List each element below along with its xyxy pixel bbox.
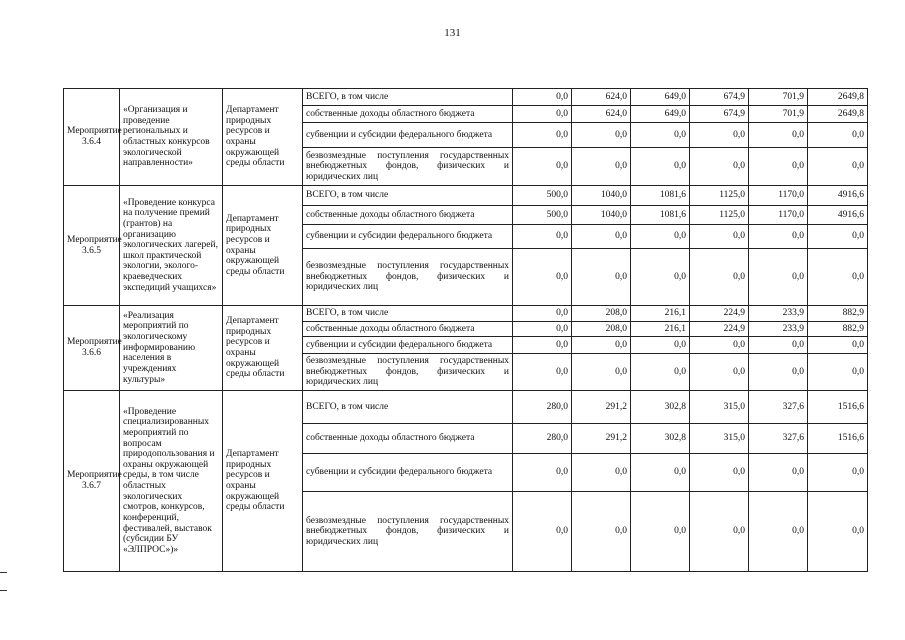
amount-year: 0,0	[572, 148, 631, 186]
amount-year: 0,0	[690, 354, 749, 391]
funding-source: собственные доходы областного бюджета	[303, 206, 513, 225]
crop-mark	[0, 572, 7, 573]
amount-year: 0,0	[631, 354, 690, 391]
amount-year: 624,0	[572, 89, 631, 106]
amount-year: 0,0	[572, 225, 631, 249]
amount-year: 701,9	[749, 106, 808, 123]
amount-year: 302,8	[631, 424, 690, 454]
amount-year: 233,9	[749, 306, 808, 322]
funding-source: безвозмездные поступления государственных внебюджетных фондов, физических и юридических лиц	[303, 492, 513, 572]
amount-year: 0,0	[513, 337, 572, 354]
amount-year: 0,0	[513, 354, 572, 391]
amount-year: 327,6	[749, 391, 808, 424]
amount-year: 327,6	[749, 424, 808, 454]
amount-year: 0,0	[631, 492, 690, 572]
amount-total: 0,0	[808, 249, 868, 306]
amount-year: 0,0	[513, 306, 572, 322]
amount-year: 649,0	[631, 89, 690, 106]
table-row	[64, 186, 868, 206]
amount-year: 302,8	[631, 391, 690, 424]
amount-year: 0,0	[572, 337, 631, 354]
amount-year: 0,0	[572, 123, 631, 148]
amount-year: 1170,0	[749, 206, 808, 225]
amount-total: 882,9	[808, 322, 868, 337]
amount-year: 280,0	[513, 424, 572, 454]
amount-year: 0,0	[572, 249, 631, 306]
event-department: Департамент природных ресурсов и охраны окружающей среды области	[223, 306, 303, 391]
amount-year: 208,0	[572, 306, 631, 322]
amount-year: 0,0	[631, 123, 690, 148]
page-number: 131	[444, 27, 461, 39]
funding-source: собственные доходы областного бюджета	[303, 106, 513, 123]
table-row	[64, 89, 868, 106]
amount-total: 4916,6	[808, 186, 868, 206]
amount-year: 0,0	[690, 454, 749, 492]
amount-total: 0,0	[808, 337, 868, 354]
amount-year: 0,0	[513, 89, 572, 106]
table-row	[64, 306, 868, 322]
crop-mark	[0, 590, 7, 591]
amount-year: 0,0	[749, 123, 808, 148]
amount-year: 0,0	[690, 148, 749, 186]
amount-year: 0,0	[513, 322, 572, 337]
amount-year: 624,0	[572, 106, 631, 123]
funding-source: ВСЕГО, в том числе	[303, 186, 513, 206]
funding-source: ВСЕГО, в том числе	[303, 306, 513, 322]
amount-year: 0,0	[690, 337, 749, 354]
amount-year: 0,0	[749, 337, 808, 354]
amount-year: 0,0	[690, 225, 749, 249]
amount-year: 0,0	[690, 123, 749, 148]
amount-year: 315,0	[690, 391, 749, 424]
amount-year: 233,9	[749, 322, 808, 337]
amount-year: 216,1	[631, 322, 690, 337]
amount-year: 649,0	[631, 106, 690, 123]
amount-total: 882,9	[808, 306, 868, 322]
amount-year: 315,0	[690, 424, 749, 454]
event-name: «Проведение специализированных мероприятий по вопросам природопользования и охраны окружающей среды, в том числе областных экологических смотров, конкурсов, конференций, фестивалей, выставок (субсидии БУ «ЭЛПРОС»)»	[120, 391, 223, 572]
event-department: Департамент природных ресурсов и охраны окружающей среды области	[223, 391, 303, 572]
event-label: Мероприятие 3.6.4	[64, 89, 120, 186]
amount-total: 0,0	[808, 225, 868, 249]
amount-year: 1040,0	[572, 186, 631, 206]
amount-year: 224,9	[690, 322, 749, 337]
amount-year: 0,0	[631, 454, 690, 492]
event-department: Департамент природных ресурсов и охраны окружающей среды области	[223, 89, 303, 186]
amount-year: 0,0	[631, 148, 690, 186]
event-name: «Организация и проведение региональных и областных конкурсов экологической направленности»	[120, 89, 223, 186]
event-department: Департамент природных ресурсов и охраны окружающей среды области	[223, 186, 303, 306]
amount-year: 500,0	[513, 186, 572, 206]
event-label: Мероприятие 3.6.5	[64, 186, 120, 306]
amount-year: 0,0	[749, 225, 808, 249]
amount-total: 0,0	[808, 123, 868, 148]
amount-year: 1125,0	[690, 186, 749, 206]
amount-year: 0,0	[513, 249, 572, 306]
amount-year: 0,0	[572, 354, 631, 391]
amount-total: 1516,6	[808, 391, 868, 424]
funding-source: субвенции и субсидии федерального бюджета	[303, 123, 513, 148]
funding-source: безвозмездные поступления государственных внебюджетных фондов, физических и юридических лиц	[303, 354, 513, 391]
amount-year: 291,2	[572, 424, 631, 454]
amount-year: 0,0	[513, 106, 572, 123]
amount-year: 0,0	[690, 249, 749, 306]
table-row	[64, 391, 868, 424]
amount-year: 0,0	[513, 123, 572, 148]
amount-year: 1125,0	[690, 206, 749, 225]
event-name: «Проведение конкурса на получение премий (грантов) на организацию экологических лагерей, школ практической экологии, эколого-краеведческих экспедиций учащихся»	[120, 186, 223, 306]
amount-year: 1081,6	[631, 206, 690, 225]
amount-year: 674,9	[690, 106, 749, 123]
funding-source: собственные доходы областного бюджета	[303, 424, 513, 454]
budget-table-body	[64, 89, 868, 572]
amount-year: 0,0	[690, 492, 749, 572]
amount-year: 224,9	[690, 306, 749, 322]
amount-total: 0,0	[808, 454, 868, 492]
amount-year: 0,0	[513, 225, 572, 249]
funding-source: субвенции и субсидии федерального бюджета	[303, 454, 513, 492]
amount-year: 1040,0	[572, 206, 631, 225]
amount-year: 0,0	[749, 454, 808, 492]
amount-total: 0,0	[808, 354, 868, 391]
amount-year: 1081,6	[631, 186, 690, 206]
amount-year: 0,0	[572, 492, 631, 572]
amount-year: 674,9	[690, 89, 749, 106]
amount-year: 1170,0	[749, 186, 808, 206]
budget-table	[63, 88, 868, 572]
amount-year: 208,0	[572, 322, 631, 337]
amount-year: 500,0	[513, 206, 572, 225]
amount-total: 4916,6	[808, 206, 868, 225]
funding-source: собственные доходы областного бюджета	[303, 322, 513, 337]
amount-year: 216,1	[631, 306, 690, 322]
amount-total: 2649,8	[808, 106, 868, 123]
amount-year: 0,0	[572, 454, 631, 492]
amount-year: 701,9	[749, 89, 808, 106]
funding-source: безвозмездные поступления государственных внебюджетных фондов, физических и юридических лиц	[303, 148, 513, 186]
funding-source: субвенции и субсидии федерального бюджета	[303, 225, 513, 249]
amount-total: 0,0	[808, 492, 868, 572]
amount-total: 2649,8	[808, 89, 868, 106]
amount-year: 280,0	[513, 391, 572, 424]
funding-source: ВСЕГО, в том числе	[303, 391, 513, 424]
amount-year: 291,2	[572, 391, 631, 424]
funding-source: ВСЕГО, в том числе	[303, 89, 513, 106]
amount-year: 0,0	[513, 454, 572, 492]
amount-year: 0,0	[749, 249, 808, 306]
amount-total: 1516,6	[808, 424, 868, 454]
amount-year: 0,0	[749, 148, 808, 186]
funding-source: субвенции и субсидии федерального бюджета	[303, 337, 513, 354]
amount-total: 0,0	[808, 148, 868, 186]
event-label: Мероприятие 3.6.7	[64, 391, 120, 572]
amount-year: 0,0	[749, 354, 808, 391]
event-name: «Реализация мероприятий по экологическому информированию населения в учреждениях культуры»	[120, 306, 223, 391]
amount-year: 0,0	[631, 249, 690, 306]
event-label: Мероприятие 3.6.6	[64, 306, 120, 391]
funding-source: безвозмездные поступления государственных внебюджетных фондов, физических и юридических лиц	[303, 249, 513, 306]
amount-year: 0,0	[631, 337, 690, 354]
amount-year: 0,0	[513, 148, 572, 186]
amount-year: 0,0	[513, 492, 572, 572]
amount-year: 0,0	[631, 225, 690, 249]
amount-year: 0,0	[749, 492, 808, 572]
